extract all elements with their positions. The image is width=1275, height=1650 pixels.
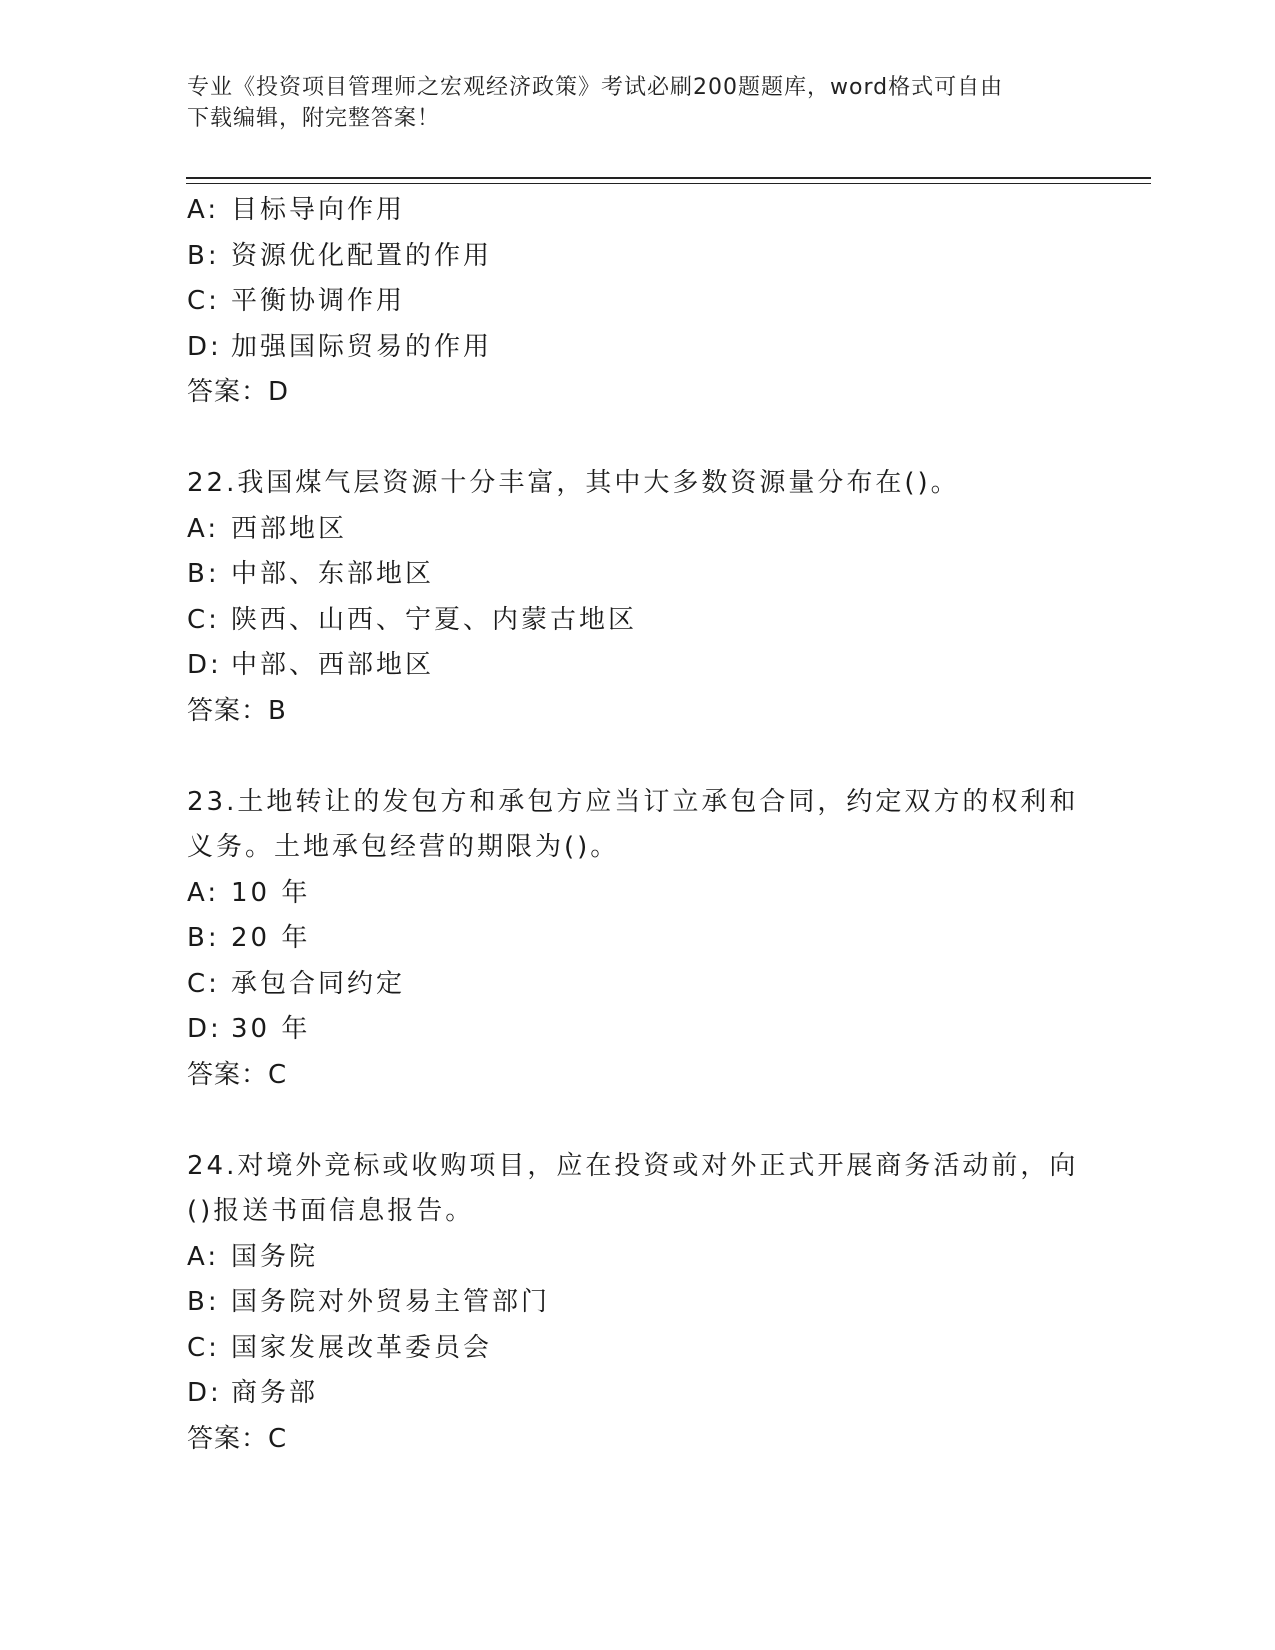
option-text: 中部、东部地区	[231, 559, 435, 589]
option-key: B:	[187, 559, 220, 589]
option-key: A:	[187, 1241, 220, 1272]
option-text: 20 年	[231, 923, 311, 953]
option-key: D:	[187, 1014, 222, 1044]
option-text: 30 年	[231, 1014, 311, 1044]
option-b	[187, 552, 1087, 598]
option-key: D:	[187, 331, 222, 362]
option-c	[187, 598, 1087, 644]
option-text: 国务院	[231, 1241, 319, 1272]
option-key: A:	[187, 195, 220, 225]
option-c	[187, 962, 1087, 1008]
option-d	[187, 325, 1087, 371]
option-key: A:	[187, 513, 220, 544]
option-d	[187, 1007, 1087, 1053]
question-stem-continued: 义务。土地承包经营的期限为()。	[187, 832, 620, 862]
option-text: 10 年	[231, 877, 311, 908]
option-text: 平衡协调作用	[231, 286, 406, 316]
option-d	[187, 1371, 1087, 1417]
option-key: B:	[187, 1287, 220, 1317]
header-line-2: 下载编辑，附完整答案！	[187, 106, 441, 131]
header-divider-thin	[186, 183, 1151, 184]
document-header	[187, 72, 1067, 134]
question-list	[187, 188, 1087, 1462]
option-a	[187, 188, 1087, 234]
option-b	[187, 234, 1087, 280]
answer-line: 答案：B	[187, 695, 287, 726]
option-text: 国家发展改革委员会	[231, 1332, 493, 1363]
question-spacer	[187, 734, 1087, 780]
option-text: 商务部	[231, 1378, 319, 1408]
option-text: 资源优化配置的作用	[231, 240, 493, 271]
option-key: C:	[187, 604, 220, 635]
option-text: 中部、西部地区	[231, 650, 435, 680]
question-23	[187, 780, 1087, 1099]
option-key: C:	[187, 1332, 220, 1363]
option-b	[187, 1280, 1087, 1326]
option-text: 加强国际贸易的作用	[231, 331, 493, 362]
option-key: B:	[187, 240, 220, 271]
option-key: B:	[187, 923, 220, 953]
question-spacer	[187, 1098, 1087, 1144]
question-21	[187, 188, 1087, 416]
question-stem-continued: ()报送书面信息报告。	[187, 1196, 475, 1226]
header-divider-thick	[186, 177, 1151, 179]
option-a	[187, 1235, 1087, 1281]
option-c	[187, 1326, 1087, 1372]
question-stem: 24.对境外竞标或收购项目，应在投资或对外正式开展商务活动前，向	[187, 1150, 1079, 1181]
option-key: D:	[187, 650, 222, 680]
option-b	[187, 916, 1087, 962]
question-24	[187, 1144, 1087, 1463]
option-key: C:	[187, 286, 220, 316]
option-key: A:	[187, 877, 220, 908]
option-text: 西部地区	[231, 513, 348, 544]
option-key: C:	[187, 968, 220, 999]
option-a	[187, 871, 1087, 917]
question-stem: 23.土地转让的发包方和承包方应当订立承包合同，约定双方的权利和	[187, 786, 1079, 817]
option-text: 目标导向作用	[231, 195, 406, 225]
option-d	[187, 643, 1087, 689]
header-line-1: 专业《投资项目管理师之宏观经济政策》考试必刷200题题库，word格式可自由	[187, 75, 1004, 100]
question-22	[187, 461, 1087, 734]
question-stem: 22.我国煤气层资源十分丰富，其中大多数资源量分布在()。	[187, 468, 960, 498]
answer-line: 答案：D	[187, 377, 290, 407]
option-c	[187, 279, 1087, 325]
option-key: D:	[187, 1378, 222, 1408]
option-text: 承包合同约定	[231, 968, 406, 999]
option-a	[187, 507, 1087, 553]
option-text: 国务院对外贸易主管部门	[231, 1287, 551, 1317]
answer-line: 答案：C	[187, 1423, 288, 1454]
question-spacer	[187, 416, 1087, 462]
option-text: 陕西、山西、宁夏、内蒙古地区	[231, 604, 638, 635]
answer-line: 答案：C	[187, 1059, 288, 1090]
